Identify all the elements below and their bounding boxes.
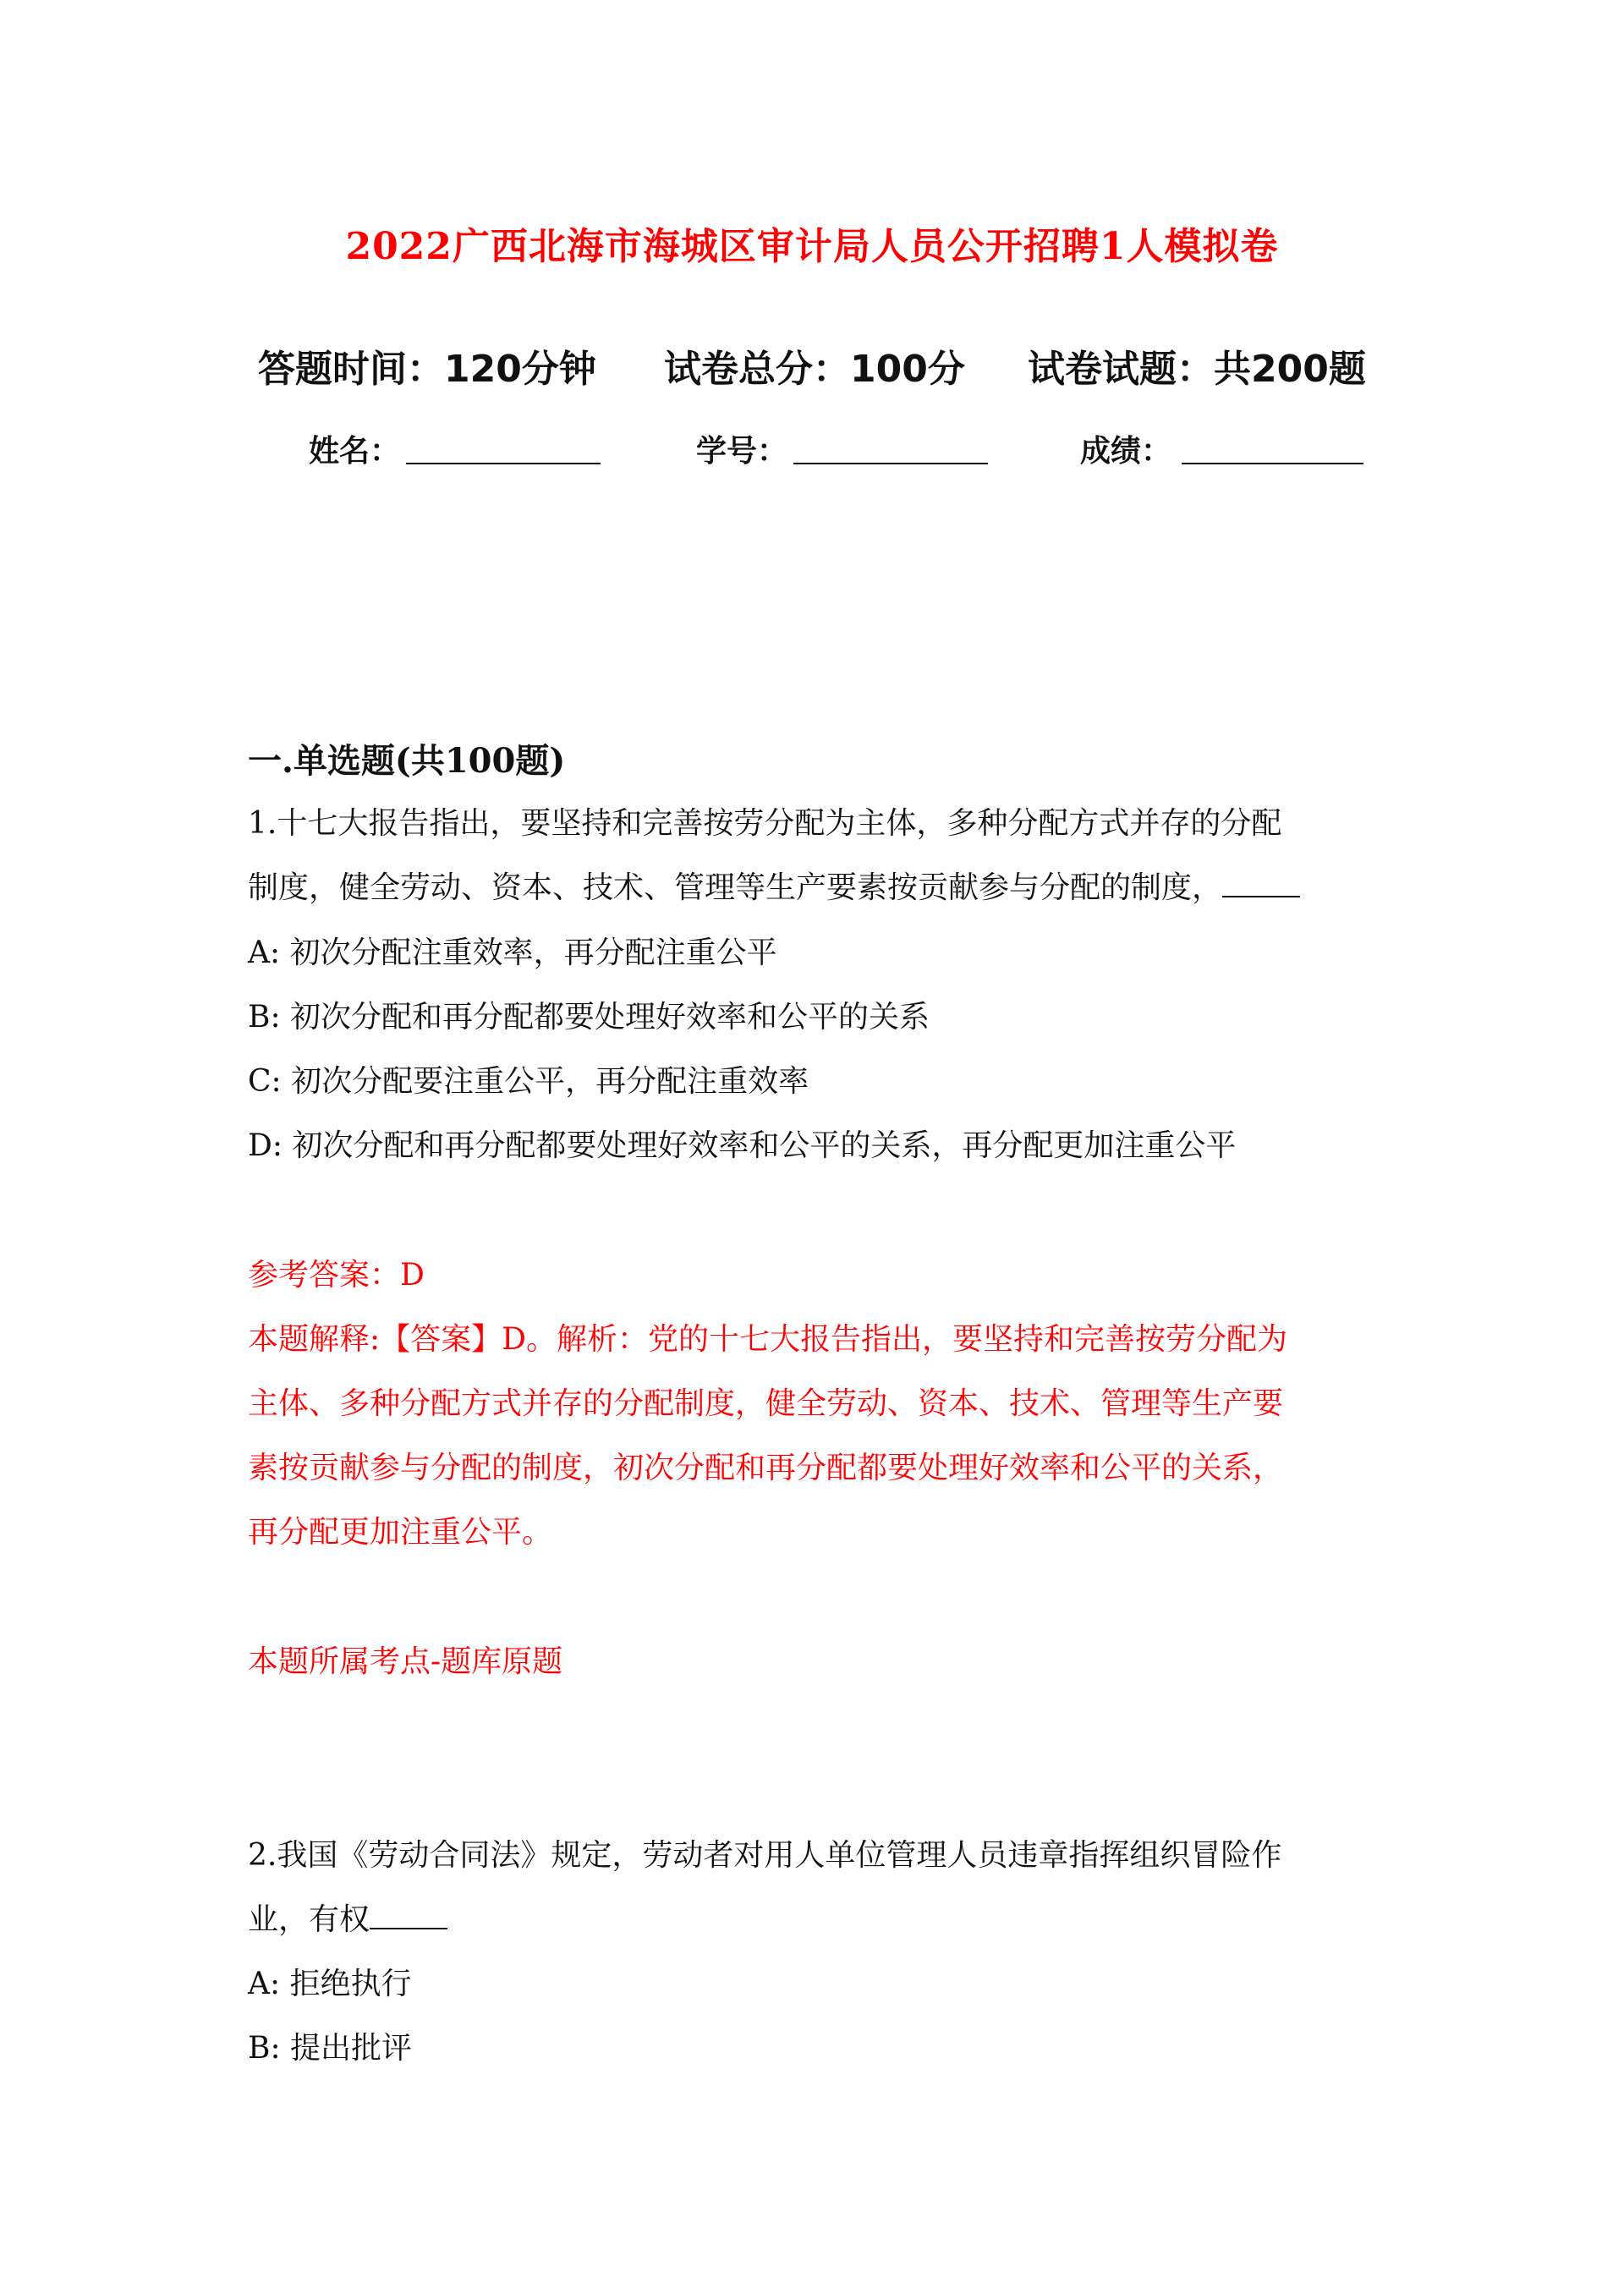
name-blank-line: [406, 463, 601, 464]
question-1-text-line2-content: 制度，健全劳动、资本、技术、管理等生产要素按贡献参与分配的制度，: [248, 870, 1223, 905]
question-2-option-a: A: 拒绝执行: [248, 1967, 412, 2001]
question-1-topic: 本题所属考点-题库原题: [248, 1644, 563, 1679]
question-1-option-a: A: 初次分配注重效率，再分配注重公平: [248, 936, 777, 970]
question-1-explanation-line2: 主体、多种分配方式并存的分配制度，健全劳动、资本、技术、管理等生产要: [248, 1386, 1284, 1421]
document-title: 2022广西北海市海城区审计局人员公开招聘1人模拟卷: [345, 225, 1279, 268]
section-heading: 一.单选题(共100题): [248, 741, 566, 781]
student-id-blank-line: [793, 463, 988, 464]
score-label: 成绩：: [1080, 434, 1172, 469]
name-field: [309, 427, 605, 478]
question-2-text-line2: [248, 1901, 447, 1940]
question-1-explanation-line4: 再分配更加注重公平。: [248, 1515, 553, 1550]
question-1-answer-blank: [1222, 870, 1300, 897]
question-1-explanation-line1: 本题解释:【答案】D。解析：党的十七大报告指出，要坚持和完善按劳分配为: [248, 1322, 1287, 1357]
score-blank-line: [1182, 463, 1363, 464]
question-2-text-line1: 2.我国《劳动合同法》规定，劳动者对用人单位管理人员违章指挥组织冒险作: [248, 1838, 1282, 1873]
question-1-option-b: B: 初次分配和再分配都要处理好效率和公平的关系: [248, 1000, 930, 1034]
exam-time: 答题时间：120分钟: [258, 348, 596, 391]
question-1-text-line1: 1.十七大报告指出，要坚持和完善按劳分配为主体，多种分配方式并存的分配: [248, 806, 1282, 841]
student-id-field: [696, 427, 992, 478]
question-2-answer-blank: [370, 1902, 447, 1929]
question-1-explanation-line3: 素按贡献参与分配的制度，初次分配和再分配都要处理好效率和公平的关系，: [248, 1451, 1284, 1485]
question-2-option-b: B: 提出批评: [248, 2031, 413, 2066]
question-1-option-d: D: 初次分配和再分配都要处理好效率和公平的关系，再分配更加注重公平: [248, 1128, 1237, 1163]
exam-total-score: 试卷总分：100分: [664, 348, 965, 391]
question-1-text-line2: [248, 869, 1300, 908]
name-label: 姓名：: [309, 434, 401, 469]
student-id-label: 学号：: [696, 434, 788, 469]
question-1-answer: 参考答案：D: [248, 1258, 425, 1292]
question-1-option-c: C: 初次分配要注重公平，再分配注重效率: [248, 1064, 809, 1099]
exam-question-count: 试卷试题：共200题: [1028, 348, 1366, 391]
student-fields-row: [309, 427, 1366, 478]
score-field: [1080, 427, 1368, 478]
question-2-text-line2-content: 业，有权: [248, 1902, 370, 1937]
